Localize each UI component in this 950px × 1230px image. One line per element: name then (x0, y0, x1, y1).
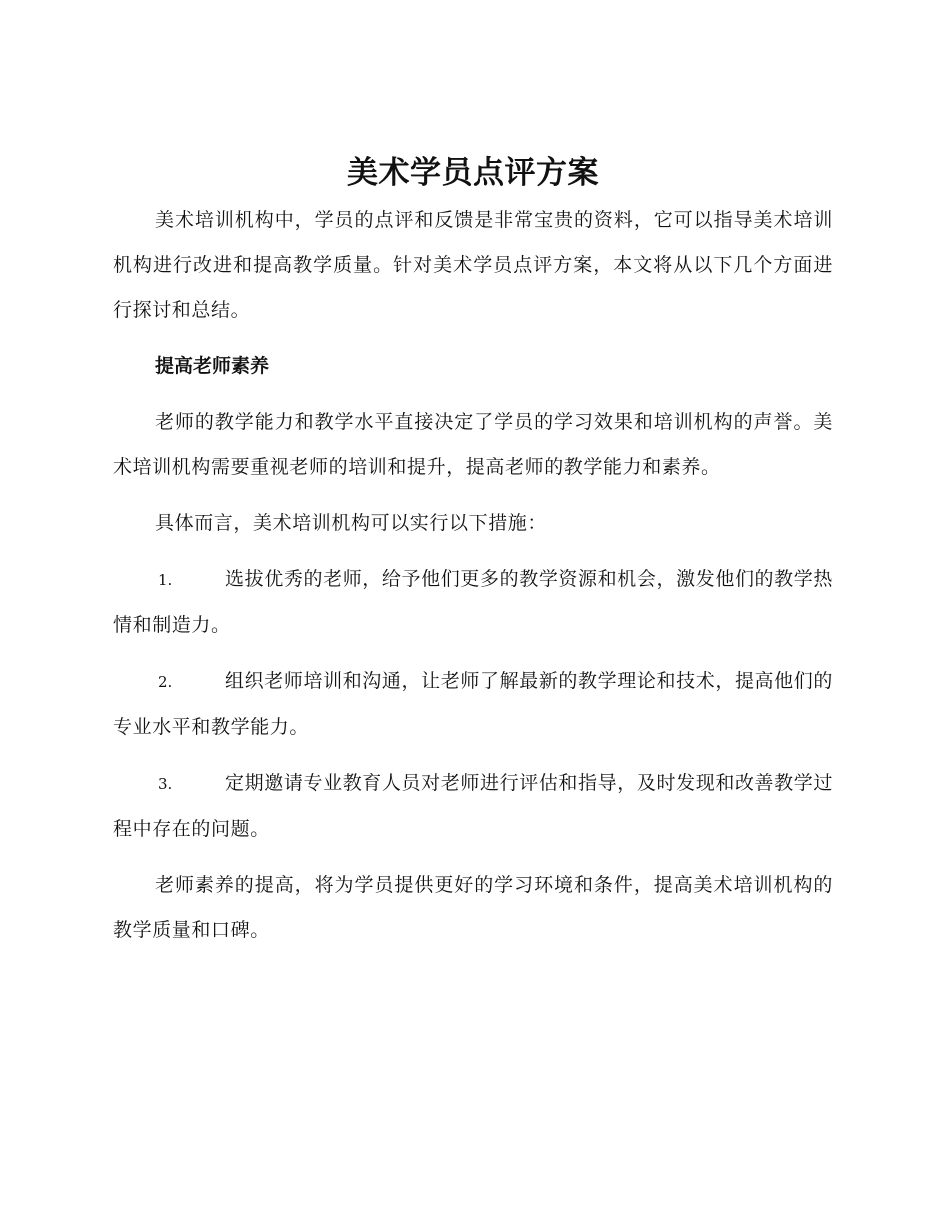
document-title: 美术学员点评方案 (347, 155, 599, 191)
conclusion-paragraph: 老师素养的提高，将为学员提供更好的学习环境和条件，提高美术培训机构的教学质量和口碑。 (113, 874, 833, 941)
list-item-number: 3. (158, 775, 173, 793)
list-item-number: 1. (158, 571, 173, 589)
intro-paragraph: 美术培训机构中，学员的点评和反馈是非常宝贵的资料，它可以指导美术培训机构进行改进和提高教学质量。针对美术学员点评方案，本文将从以下几个方面进行探讨和总结。 (113, 209, 833, 321)
list-item-text: 组织老师培训和沟通，让老师了解最新的教学理论和技术，提高他们的专业水平和教学能力。 (113, 670, 833, 738)
list-item (113, 557, 833, 648)
document-content (113, 148, 833, 953)
section-paragraph: 老师的教学能力和教学水平直接决定了学员的学习效果和培训机构的声誉。美术培训机构需要重视老师的培训和提升，提高老师的教学能力和素养。 (113, 411, 833, 478)
measures-intro: 具体而言，美术培训机构可以实行以下措施： (155, 512, 548, 534)
list-item-text: 选拔优秀的老师，给予他们更多的教学资源和机会，激发他们的教学热情和制造力。 (113, 568, 833, 636)
list-item (113, 659, 833, 750)
list-item-number: 2. (158, 673, 173, 691)
section-heading: 提高老师素养 (155, 355, 270, 377)
list-item-text: 定期邀请专业教育人员对老师进行评估和指导，及时发现和改善教学过程中存在的问题。 (113, 772, 833, 840)
list-item (113, 761, 833, 852)
